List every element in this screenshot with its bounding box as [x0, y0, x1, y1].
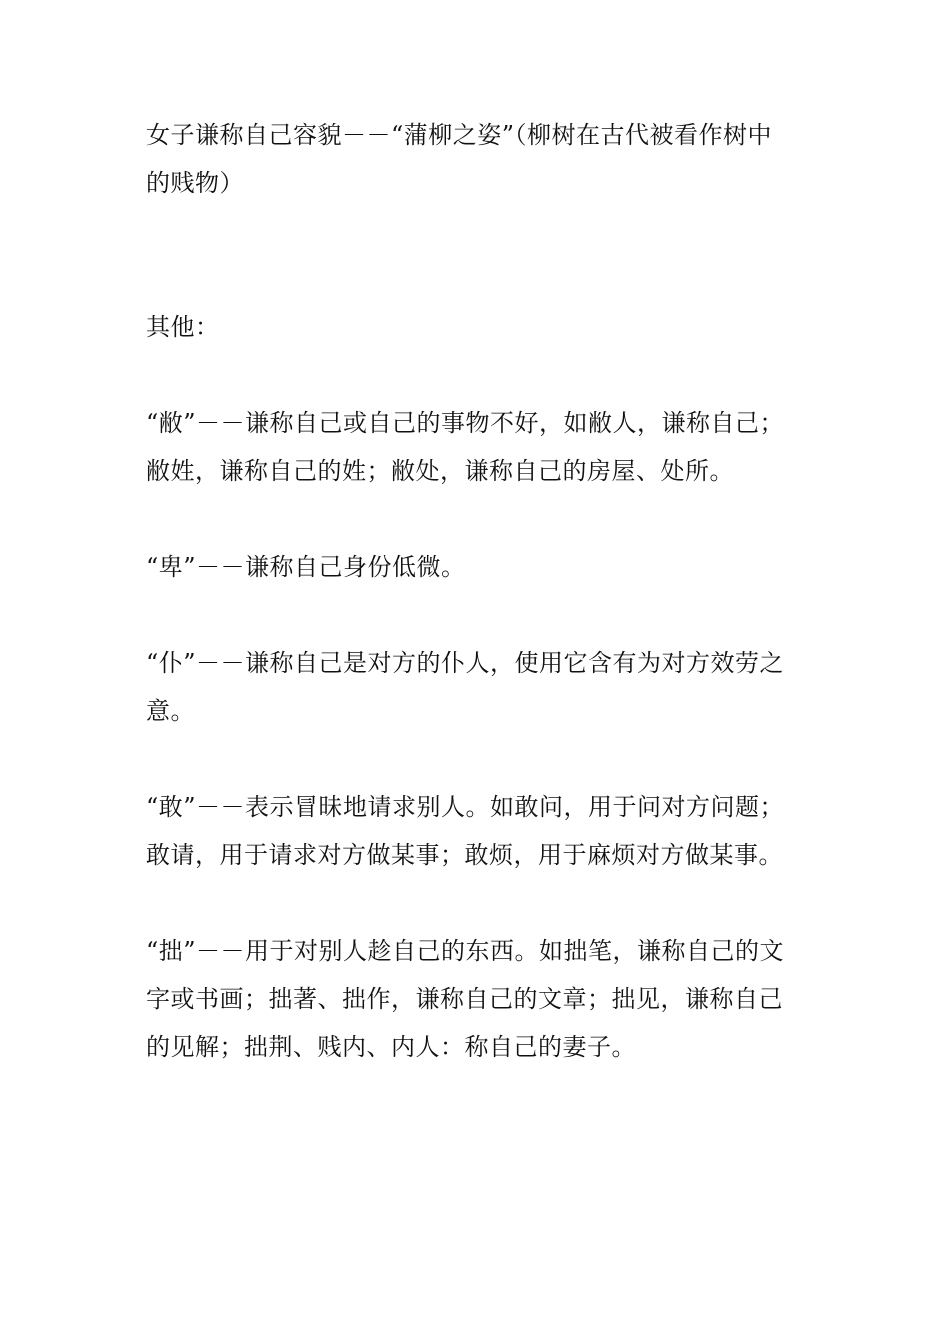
text-line: 的贱物）	[146, 169, 244, 197]
text-line: 的见解；拙荆、贱内、内人：称自己的妻子。	[146, 1033, 636, 1061]
section-heading-other	[146, 303, 810, 351]
document-body	[146, 111, 810, 1071]
paragraph-gan	[146, 783, 810, 879]
text-line: “卑”－－谦称自己身份低微。	[146, 553, 466, 581]
paragraph-spacer	[146, 735, 810, 783]
paragraph-bi	[146, 399, 810, 495]
text-line: “仆”－－谦称自己是对方的仆人，使用它含有为对方效劳之	[146, 649, 785, 677]
text-line: “敢”－－表示冒昧地请求别人。如敢问，用于问对方问题；	[146, 793, 785, 821]
text-line: 其他：	[146, 313, 220, 341]
paragraph-bei	[146, 543, 810, 591]
text-line: “拙”－－用于对别人趁自己的东西。如拙笔，谦称自己的文	[146, 937, 785, 965]
paragraph-spacer	[146, 207, 810, 303]
text-line: 敝姓，谦称自己的姓；敝处，谦称自己的房屋、处所。	[146, 457, 734, 485]
paragraph-pu	[146, 639, 810, 735]
paragraph-spacer	[146, 351, 810, 399]
paragraph-spacer	[146, 495, 810, 543]
text-line: 敢请，用于请求对方做某事；敢烦，用于麻烦对方做某事。	[146, 841, 783, 869]
paragraph-zhuo	[146, 927, 810, 1071]
paragraph-spacer	[146, 591, 810, 639]
paragraph-spacer	[146, 879, 810, 927]
text-line: 意。	[146, 697, 195, 725]
text-line: 女子谦称自己容貌－－“蒲柳之姿”（柳树在古代被看作树中	[146, 121, 773, 149]
text-line: “敝”－－谦称自己或自己的事物不好，如敝人，谦称自己；	[146, 409, 785, 437]
text-line: 字或书画；拙著、拙作，谦称自己的文章；拙见，谦称自己	[146, 985, 783, 1013]
paragraph-rongmao	[146, 111, 810, 207]
